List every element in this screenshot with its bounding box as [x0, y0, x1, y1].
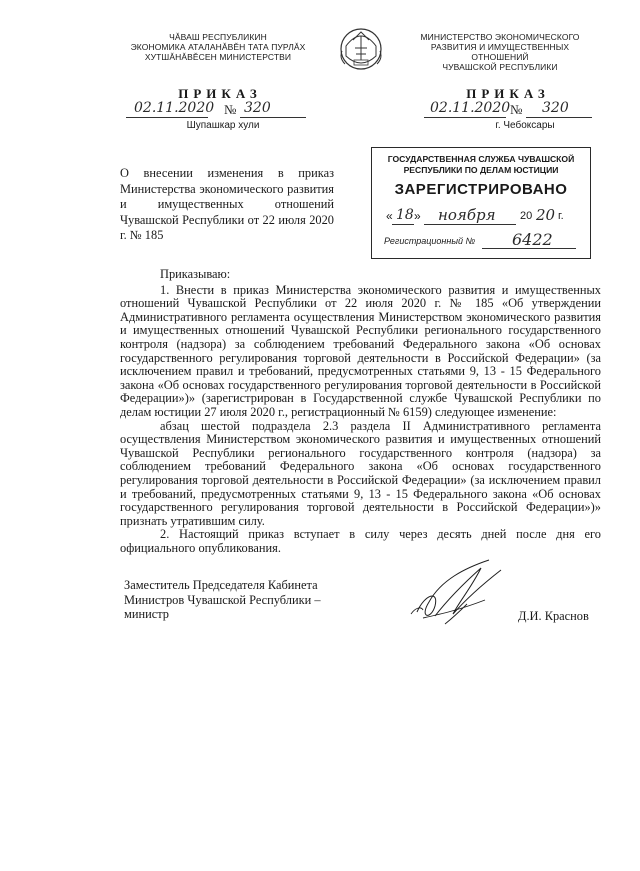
- number-underline-left: [240, 117, 306, 118]
- paragraph-3: 2. Настоящий приказ вступает в силу через десять дней после дня его официального опубликования.: [120, 527, 601, 555]
- header-left: [118, 32, 318, 62]
- header-right-line3: ЧУВАШСКОЙ РЕСПУБЛИКИ: [442, 62, 558, 72]
- stamp-reg-number: 6422: [512, 230, 553, 249]
- header-left-line3: ХУТШĂНĂВĔСЕН МИНИСТЕРСТВИ: [144, 52, 292, 62]
- number-right-handwritten: 320: [542, 100, 569, 116]
- stamp-year-suffix: 20: [536, 206, 556, 224]
- header-right-line1: МИНИСТЕРСТВО ЭКОНОМИЧЕСКОГО: [420, 32, 580, 42]
- doc-type-left: ПРИКАЗ: [178, 86, 262, 101]
- date-left-handwritten: 02.11.2020: [134, 100, 215, 116]
- header-left-line2: ЭКОНОМИКА АТАЛАНĂВĔН ТАТА ПУРЛĂХ: [130, 42, 306, 52]
- coat-of-arms-emblem: [336, 24, 386, 74]
- date-number-left: [118, 102, 308, 118]
- stamp-reg-underline: [482, 248, 576, 249]
- stamp-reg-label: Регистрационный №: [384, 236, 476, 246]
- stamp-day-close: »: [414, 209, 421, 223]
- number-left-handwritten: 320: [244, 100, 271, 116]
- stamp-year-prefix: 20: [520, 210, 533, 222]
- number-underline-right: [526, 117, 592, 118]
- signatory-name: Д.И. Краснов: [518, 609, 589, 623]
- header-left-line1: ЧĂВАШ РЕСПУБЛИКИН: [169, 32, 267, 42]
- registration-stamp: [371, 147, 591, 259]
- handwritten-signature: [405, 554, 515, 634]
- signatory-position-line1: Заместитель Председателя Кабинета: [124, 578, 318, 592]
- stamp-registered: ЗАРЕГИСТРИРОВАНО: [394, 181, 568, 198]
- order-word: Приказываю:: [160, 267, 231, 281]
- document-body: [120, 268, 601, 555]
- date-underline-left: [126, 117, 208, 118]
- doc-type-right: ПРИКАЗ: [466, 86, 550, 101]
- number-sign-right: №: [510, 102, 523, 117]
- stamp-day-underline: [392, 224, 414, 225]
- header-right: [402, 32, 598, 72]
- date-underline-right: [424, 117, 506, 118]
- stamp-month-underline: [424, 224, 516, 225]
- signatory-position-line3: министр: [124, 607, 169, 621]
- stamp-day-open: «: [386, 209, 393, 223]
- date-number-right: [418, 102, 598, 118]
- signatory-position: [124, 578, 384, 622]
- header-right-line2: РАЗВИТИЯ И ИМУЩЕСТВЕННЫХ ОТНОШЕНИЙ: [430, 42, 570, 62]
- paragraph-1: 1. Внести в приказ Министерства экономического развития и имущественных отношений Чувашской Республики от 22 июля 2020 г. № 185 «Об утверждении Административного регламента осуществления Министерством экономического развития и имущественных отношений Чувашской Республики регионального государственного контроля (надзора) за соблюдением требований Федерального закона «Об основах государственного регулирования торговой деятельности в Российской Федерации» (за исключением правил и требований, предусмотренных статьями 9, 13 - 15 Федерального закона «Об основах государственного регулирования торговой деятельности в Российской Федерации»)» (зарегистрирован в Государственной службе Чувашской Республики по делам юстиции 27 июля 2020 г., регистрационный № 6159) следующее изменение:: [120, 282, 601, 419]
- paragraph-2: абзац шестой подраздела 2.3 раздела II Административного регламента осуществления Министерством экономического развития и имущественных отношений Чувашской Республики регионального государственного контроля (надзора) за соблюдением требований Федерального закона «Об основах государственного регулирования торговой деятельности в Российской Федерации» (за исключением правил и требований, предусмотренных статьями 9, 13 - 15 Федерального закона «Об основах государственного регулирования торговой деятельности в Российской Федерации»)» признать утратившим силу.: [120, 418, 601, 528]
- stamp-line1: ГОСУДАРСТВЕННАЯ СЛУЖБА ЧУВАШСКОЙ: [387, 154, 575, 164]
- stamp-month: ноября: [438, 206, 496, 224]
- stamp-day: 18: [396, 207, 414, 223]
- city-left: Шупашкар хули: [186, 120, 260, 131]
- date-right-handwritten: 02.11.2020: [430, 100, 511, 116]
- signatory-position-line2: Министров Чувашской Республики –: [124, 592, 321, 607]
- stamp-year-mark: г.: [558, 210, 564, 222]
- stamp-line2: РЕСПУБЛИКИ ПО ДЕЛАМ ЮСТИЦИИ: [403, 165, 559, 175]
- number-sign-left: №: [224, 102, 237, 117]
- city-right: г. Чебоксары: [495, 120, 555, 131]
- document-subject: О внесении изменения в приказ Министерства экономического развития и имущественных отношений Чувашской Республики от 22 июля 2020 г. № 185: [120, 166, 334, 242]
